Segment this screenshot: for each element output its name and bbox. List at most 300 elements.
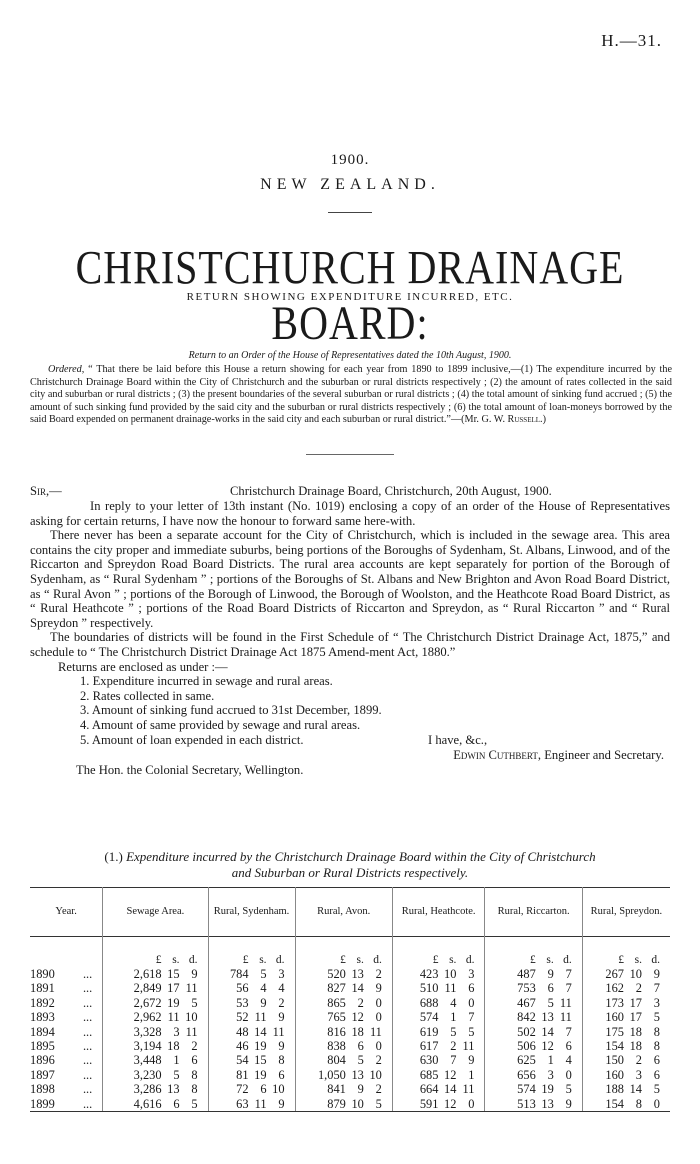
amount-cell — [485, 996, 582, 1010]
table-row — [30, 981, 670, 995]
pence-value: 11 — [559, 1010, 572, 1025]
unit-label: s. — [356, 954, 364, 966]
table-row — [30, 1068, 670, 1082]
pounds-value: 173 — [605, 995, 624, 1010]
signer-name: Edwin Cuthbert, — [453, 747, 542, 762]
salutation: Sir,— — [30, 484, 62, 498]
amount-cell — [392, 1025, 485, 1039]
table-row — [30, 1039, 670, 1053]
amount-cell — [582, 1097, 670, 1112]
shillings-value: 9 — [260, 995, 267, 1010]
pence-value: 5 — [653, 1010, 660, 1025]
shillings-value: 2 — [635, 981, 642, 996]
shillings-value: 12 — [444, 1096, 457, 1111]
page-title: CHRISTCHURCH DRAINAGE BOARD: — [75, 241, 625, 350]
shillings-value: 13 — [351, 1067, 364, 1082]
year-cell — [30, 1053, 103, 1067]
amount-cell — [208, 981, 295, 995]
pounds-value: 1,050 — [317, 1067, 346, 1082]
pounds-value: 52 — [236, 1010, 249, 1025]
pence-value: 9 — [653, 967, 660, 981]
year-value: 1894 — [30, 1024, 55, 1039]
pounds-value: 2,962 — [133, 1010, 162, 1025]
pence-value: 8 — [278, 1053, 285, 1068]
pence-value: 0 — [375, 1010, 382, 1025]
pounds-value: 838 — [327, 1039, 346, 1054]
amount-cell — [392, 981, 485, 995]
column-header: Sewage Area. — [103, 888, 208, 937]
amount-cell — [103, 981, 208, 995]
pence-value: 4 — [278, 981, 285, 996]
amount-cell — [392, 1053, 485, 1067]
unit-label: £ — [530, 954, 536, 966]
amount-cell — [485, 1053, 582, 1067]
shillings-value: 7 — [450, 1053, 457, 1068]
pounds-value: 467 — [517, 995, 536, 1010]
year-cell — [30, 1082, 103, 1096]
pence-value: 9 — [278, 1010, 285, 1025]
ordered-close: ) — [542, 414, 546, 426]
year-value: 1890 — [30, 967, 55, 981]
pence-value: 10 — [185, 1010, 198, 1025]
pence-value: 11 — [272, 1024, 285, 1039]
unit-label: £ — [432, 954, 439, 966]
pounds-value: 175 — [605, 1024, 624, 1039]
amount-cell — [295, 1039, 392, 1053]
pence-value: 7 — [565, 981, 572, 996]
pence-value: 6 — [565, 1039, 572, 1054]
pounds-value: 617 — [419, 1039, 439, 1054]
pence-value: 8 — [191, 1082, 198, 1097]
return-item: 5. Amount of loan expended in each district. — [80, 732, 304, 747]
shillings-value: 3 — [173, 1024, 180, 1039]
amount-cell — [582, 1025, 670, 1039]
pence-value: 11 — [369, 1024, 382, 1039]
pounds-value: 162 — [605, 981, 624, 996]
shillings-value: 19 — [254, 1039, 267, 1054]
pence-value: 6 — [653, 1067, 660, 1082]
shillings-value: 9 — [547, 967, 554, 981]
addressee-line — [30, 763, 670, 778]
pence-value: 11 — [185, 1024, 198, 1039]
year-value: 1898 — [30, 1082, 55, 1097]
pence-value: 7 — [468, 1010, 475, 1025]
pounds-value: 513 — [517, 1096, 536, 1111]
amount-cell — [582, 1039, 670, 1053]
shillings-value: 8 — [635, 1096, 642, 1111]
year-value: 1899 — [30, 1096, 55, 1111]
returns-intro: Returns are enclosed as under :— — [58, 659, 228, 674]
pounds-value: 506 — [517, 1039, 536, 1054]
shillings-value: 14 — [541, 1024, 554, 1039]
amount-cell — [485, 967, 582, 981]
shillings-value: 4 — [450, 995, 457, 1010]
shillings-value: 13 — [167, 1082, 180, 1097]
amount-cell — [485, 1039, 582, 1053]
amount-cell — [392, 1010, 485, 1024]
year-value: 1891 — [30, 981, 55, 996]
column-header: Rural, Spreydon. — [582, 888, 670, 937]
table-row — [30, 1010, 670, 1024]
amount-cell — [582, 1053, 670, 1067]
shillings-value: 13 — [541, 1010, 554, 1025]
amount-cell — [208, 1097, 295, 1112]
shillings-value: 4 — [260, 981, 267, 996]
pounds-value: 46 — [236, 1039, 249, 1054]
pence-value: 2 — [375, 967, 382, 981]
pence-value: 6 — [468, 981, 475, 996]
shillings-value: 18 — [167, 1039, 180, 1054]
amount-cell — [208, 996, 295, 1010]
shillings-value: 11 — [254, 1010, 267, 1025]
table-row — [30, 1025, 670, 1039]
pounds-value: 3,448 — [133, 1053, 162, 1068]
pounds-value: 160 — [605, 1010, 624, 1025]
amount-cell — [582, 1068, 670, 1082]
amount-cell — [485, 1068, 582, 1082]
amount-cell — [582, 1010, 670, 1024]
pounds-value: 685 — [419, 1067, 439, 1082]
year-value: 1897 — [30, 1067, 55, 1082]
shillings-value: 14 — [629, 1082, 642, 1097]
amount-cell — [208, 1010, 295, 1024]
pence-value: 7 — [653, 981, 660, 996]
pence-value: 9 — [375, 981, 382, 996]
pence-value: 0 — [468, 1096, 475, 1111]
unit-label: £ — [242, 954, 249, 966]
amount-cell — [103, 967, 208, 981]
divider — [328, 212, 372, 213]
pence-value: 3 — [278, 967, 285, 981]
pence-value: 2 — [375, 1082, 382, 1097]
shillings-value: 1 — [547, 1053, 554, 1068]
pounds-value: 48 — [236, 1024, 249, 1039]
amount-cell — [295, 996, 392, 1010]
amount-cell — [208, 1025, 295, 1039]
amount-cell — [582, 967, 670, 981]
shillings-value: 3 — [635, 1067, 642, 1082]
amount-cell — [485, 1097, 582, 1112]
unit-label: d. — [651, 954, 660, 966]
caption-line: and Suburban or Rural Districts respectively. — [231, 865, 469, 880]
amount-cell — [295, 1010, 392, 1024]
unit-label: s. — [634, 954, 642, 966]
table-number: (1.) — [104, 849, 123, 864]
pence-value: 1 — [468, 1067, 475, 1082]
pence-value: 6 — [653, 1053, 660, 1068]
amount-cell — [392, 1068, 485, 1082]
unit-label: d. — [188, 954, 198, 966]
year-cell — [30, 1039, 103, 1053]
table-caption — [30, 849, 670, 881]
amount-cell — [295, 981, 392, 995]
shillings-value: 6 — [260, 1082, 267, 1097]
amount-cell — [208, 1039, 295, 1053]
year-cell — [30, 1097, 103, 1112]
table-row — [30, 1082, 670, 1096]
amount-cell — [582, 996, 670, 1010]
pounds-value: 188 — [605, 1082, 624, 1097]
amount-cell — [103, 1053, 208, 1067]
shillings-value: 17 — [629, 995, 642, 1010]
unit-label: £ — [340, 954, 346, 966]
pence-value: 5 — [191, 995, 198, 1010]
shillings-value: 11 — [444, 981, 457, 996]
return-item: 4. Amount of same provided by sewage and rural areas. — [80, 717, 361, 732]
amount-cell — [582, 981, 670, 995]
leader-dots: ... — [82, 995, 93, 1010]
shillings-value: 6 — [173, 1096, 180, 1111]
unit-label: d. — [465, 954, 475, 966]
letter-heading — [30, 484, 670, 499]
pence-value: 3 — [653, 995, 660, 1010]
pence-value: 10 — [369, 1067, 382, 1082]
shillings-value: 17 — [629, 1010, 642, 1025]
year-cell — [30, 981, 103, 995]
amount-cell — [208, 1082, 295, 1096]
year-value: 1892 — [30, 995, 55, 1010]
year-cell — [30, 967, 103, 981]
amount-cell — [295, 1082, 392, 1096]
amount-cell — [485, 1025, 582, 1039]
shillings-value: 18 — [351, 1024, 364, 1039]
pounds-value: 54 — [236, 1053, 249, 1068]
pence-value: 5 — [565, 1082, 572, 1097]
pence-value: 4 — [565, 1053, 572, 1068]
pence-value: 11 — [462, 1039, 475, 1054]
amount-cell — [103, 1039, 208, 1053]
return-item: 2. Rates collected in same. — [80, 688, 215, 703]
amount-cell — [485, 1010, 582, 1024]
shillings-value: 5 — [450, 1024, 457, 1039]
pence-value: 0 — [653, 1096, 660, 1111]
shillings-value: 14 — [351, 981, 364, 996]
pounds-value: 591 — [419, 1096, 439, 1111]
leader-dots: ... — [82, 1039, 93, 1054]
pence-value: 7 — [565, 1024, 572, 1039]
year-value: 1896 — [30, 1053, 55, 1068]
leader-dots: ... — [82, 1053, 93, 1068]
letter-paragraph: In reply to your letter of 13th instant (No. 1019) enclosing a copy of an order of the House of Representatives asking for certain returns, I have now the honour to forward same here-with. — [30, 499, 670, 528]
pounds-value: 502 — [517, 1024, 536, 1039]
amount-cell — [392, 967, 485, 981]
shillings-value: 12 — [351, 1010, 364, 1025]
year-value: 1895 — [30, 1039, 55, 1054]
amount-cell — [208, 1053, 295, 1067]
pence-value: 2 — [375, 1053, 382, 1068]
pounds-value: 765 — [327, 1010, 346, 1025]
shillings-value: 10 — [629, 967, 642, 981]
pounds-value: 2,672 — [133, 995, 162, 1010]
pounds-value: 816 — [327, 1024, 346, 1039]
shillings-value: 19 — [167, 995, 180, 1010]
pounds-value: 487 — [517, 967, 536, 981]
pence-value: 7 — [565, 967, 572, 981]
pence-value: 11 — [462, 1082, 475, 1097]
return-order-line: Return to an Order of the House of Representatives dated the 10th August, 1900. — [188, 350, 512, 361]
document-year: 1900. — [330, 152, 370, 168]
leader-dots: ... — [82, 1010, 93, 1025]
amount-cell — [485, 981, 582, 995]
amount-cell — [392, 1097, 485, 1112]
pence-value: 2 — [278, 995, 285, 1010]
leader-dots: ... — [82, 1096, 93, 1111]
ordered-label: Ordered, — [48, 364, 85, 375]
pounds-value: 520 — [327, 967, 346, 981]
shillings-value: 15 — [254, 1053, 267, 1068]
amount-cell — [392, 996, 485, 1010]
amount-cell — [392, 1039, 485, 1053]
pence-value: 5 — [375, 1096, 382, 1111]
letter-paragraph: There never has been a separate account for the City of Christchurch, which is included in the sewage area. This area contains the city proper and immediate suburbs, being portions of the Boroughs of Sydenham, St. Albans, Linwood, and of the Riccarton and Spreydon Road Board Districts. The rural area accounts are kept separately for portion of the Borough of Sydenham, as “ Rural Sydenham ” ; portions of the Boroughs of St. Albans and New Brighton and Avon Road Board District, as “ Rural Avon ” ; portions of the Borough of Linwood, the Borough of Woolston, and the Heathcote Road Board District, as “ Rural Heathcote ” ; portions of the Road Board Districts of Riccarton and Spreydon, as “ Rural Riccarton ” and “ Rural Spreydon ” respectively. — [30, 528, 670, 630]
pounds-value: 154 — [605, 1096, 624, 1111]
table-header-row — [30, 888, 670, 937]
pence-value: 11 — [559, 995, 572, 1010]
divider — [306, 454, 394, 455]
shillings-value: 2 — [450, 1039, 457, 1054]
pounds-value: 630 — [419, 1053, 439, 1068]
amount-cell — [208, 967, 295, 981]
pounds-value: 53 — [236, 995, 249, 1010]
unit-label: d. — [275, 954, 285, 966]
shillings-value: 13 — [541, 1096, 554, 1111]
year-cell — [30, 1010, 103, 1024]
column-header: Year. — [55, 906, 77, 917]
shillings-value: 14 — [254, 1024, 267, 1039]
pounds-value: 827 — [327, 981, 346, 996]
amount-cell — [295, 1053, 392, 1067]
shillings-value: 19 — [541, 1082, 554, 1097]
pence-value: 5 — [191, 1096, 198, 1111]
column-header: Rural, Heathcote. — [392, 888, 485, 937]
pence-value: 9 — [565, 1096, 572, 1111]
shillings-value: 5 — [173, 1067, 180, 1082]
leader-dots: ... — [82, 967, 93, 981]
pounds-value: 423 — [419, 967, 439, 981]
amount-cell — [103, 1025, 208, 1039]
pounds-value: 574 — [517, 1082, 536, 1097]
pounds-value: 753 — [517, 981, 536, 996]
table-row — [30, 1053, 670, 1067]
unit-label: d. — [373, 954, 382, 966]
shillings-value: 1 — [173, 1053, 180, 1068]
column-header: Rural, Avon. — [295, 888, 392, 937]
pounds-value: 2,618 — [133, 967, 162, 981]
shillings-value: 10 — [351, 1096, 364, 1111]
leader-dots: ... — [82, 1067, 93, 1082]
pence-value: 9 — [278, 1039, 285, 1054]
pounds-value: 664 — [419, 1082, 439, 1097]
page-reference: H.—31. — [601, 31, 662, 50]
shillings-value: 10 — [444, 967, 457, 981]
pence-value: 8 — [653, 1039, 660, 1054]
pence-value: 6 — [191, 1053, 198, 1068]
pounds-value: 154 — [605, 1039, 624, 1054]
pence-value: 0 — [375, 995, 382, 1010]
pence-value: 8 — [653, 1024, 660, 1039]
closing: I have, &c., — [428, 732, 488, 747]
shillings-value: 5 — [357, 1053, 364, 1068]
return-item: 1. Expenditure incurred in sewage and rural areas. — [80, 674, 333, 689]
pounds-value: 842 — [517, 1010, 536, 1025]
pence-value: 8 — [191, 1067, 198, 1082]
caption-line: Expenditure incurred by the Christchurch Drainage Board within the City of Christchurch — [126, 849, 596, 864]
amount-cell — [103, 996, 208, 1010]
pounds-value: 150 — [605, 1053, 624, 1068]
pounds-value: 574 — [419, 1010, 439, 1025]
shillings-value: 5 — [547, 995, 554, 1010]
shillings-value: 3 — [547, 1067, 554, 1082]
year-cell — [30, 996, 103, 1010]
letter — [30, 484, 670, 778]
pounds-value: 784 — [229, 967, 249, 981]
page-subtitle: RETURN SHOWING EXPENDITURE INCURRED, ETC. — [186, 291, 514, 303]
pence-value: 0 — [565, 1067, 572, 1082]
pounds-value: 2,849 — [133, 981, 162, 996]
letter-paragraph: The boundaries of districts will be found in the First Schedule of “ The Christchurch District Drainage Act, 1875,” and schedule to “ The Christchurch District Drainage Act 1875 Amend-ment Act, 1880.” — [30, 630, 670, 659]
unit-label: s. — [259, 954, 267, 966]
pence-value: 11 — [185, 981, 198, 996]
pounds-value: 879 — [327, 1096, 346, 1111]
pence-value: 2 — [191, 1039, 198, 1054]
shillings-value: 12 — [541, 1039, 554, 1054]
column-header: Rural, Sydenham. — [208, 888, 295, 937]
shillings-value: 6 — [357, 1039, 364, 1054]
amount-cell — [582, 1082, 670, 1096]
pounds-value: 81 — [236, 1067, 249, 1082]
amount-cell — [103, 1068, 208, 1082]
shillings-value: 5 — [260, 967, 267, 981]
pence-value: 9 — [468, 1053, 475, 1068]
amount-cell — [392, 1082, 485, 1096]
ordered-paragraph — [30, 364, 672, 427]
shillings-value: 9 — [357, 1082, 364, 1097]
shillings-value: 12 — [444, 1067, 457, 1082]
shillings-value: 18 — [629, 1039, 642, 1054]
pounds-value: 804 — [327, 1053, 346, 1068]
pounds-value: 267 — [605, 967, 624, 981]
year-cell — [30, 1068, 103, 1082]
table-row — [30, 1097, 670, 1112]
amount-cell — [103, 1082, 208, 1096]
pence-value: 9 — [278, 1096, 285, 1111]
table-row — [30, 996, 670, 1010]
pounds-value: 63 — [236, 1096, 249, 1111]
ordered-text: “ That there be laid before this House a return showing for each year from 1890 to 1899 inclusive,—(1) The expenditure incurred by the Christchurch Drainage Board within the City of Christchurch and the suburban or rural districts respectively ; (2) the amount of rates collected in the said city and suburban or rural districts ; (3) the present boundaries of the several suburban or rural districts ; (4) the total amount of sinking fund accrued ; (5) the amount of such sinking fund provided by the said city and the suburban or rural districts respectively ; (6) the total amount of loan-moneys borrowed by the said Board expended on permanent drainage-works in the said city and each suburban or rural district.”—(Mr. — [30, 364, 672, 426]
amount-cell — [103, 1010, 208, 1024]
pounds-value: 841 — [327, 1082, 346, 1097]
amount-cell — [295, 1068, 392, 1082]
year-value: 1893 — [30, 1010, 55, 1025]
pence-value: 0 — [375, 1039, 382, 1054]
shillings-value: 19 — [254, 1067, 267, 1082]
amount-cell — [208, 1068, 295, 1082]
pounds-value: 56 — [236, 981, 249, 996]
shillings-value: 13 — [351, 967, 364, 981]
unit-label: d. — [563, 954, 572, 966]
pounds-value: 619 — [419, 1024, 439, 1039]
leader-dots: ... — [82, 1024, 93, 1039]
unit-label: s. — [449, 954, 457, 966]
pounds-value: 865 — [327, 995, 346, 1010]
pounds-value: 3,286 — [133, 1082, 162, 1097]
year-cell — [30, 1025, 103, 1039]
pence-value: 9 — [191, 967, 198, 981]
shillings-value: 2 — [357, 995, 364, 1010]
shillings-value: 1 — [450, 1010, 457, 1025]
shillings-value: 14 — [444, 1082, 457, 1097]
amount-cell — [485, 1082, 582, 1096]
